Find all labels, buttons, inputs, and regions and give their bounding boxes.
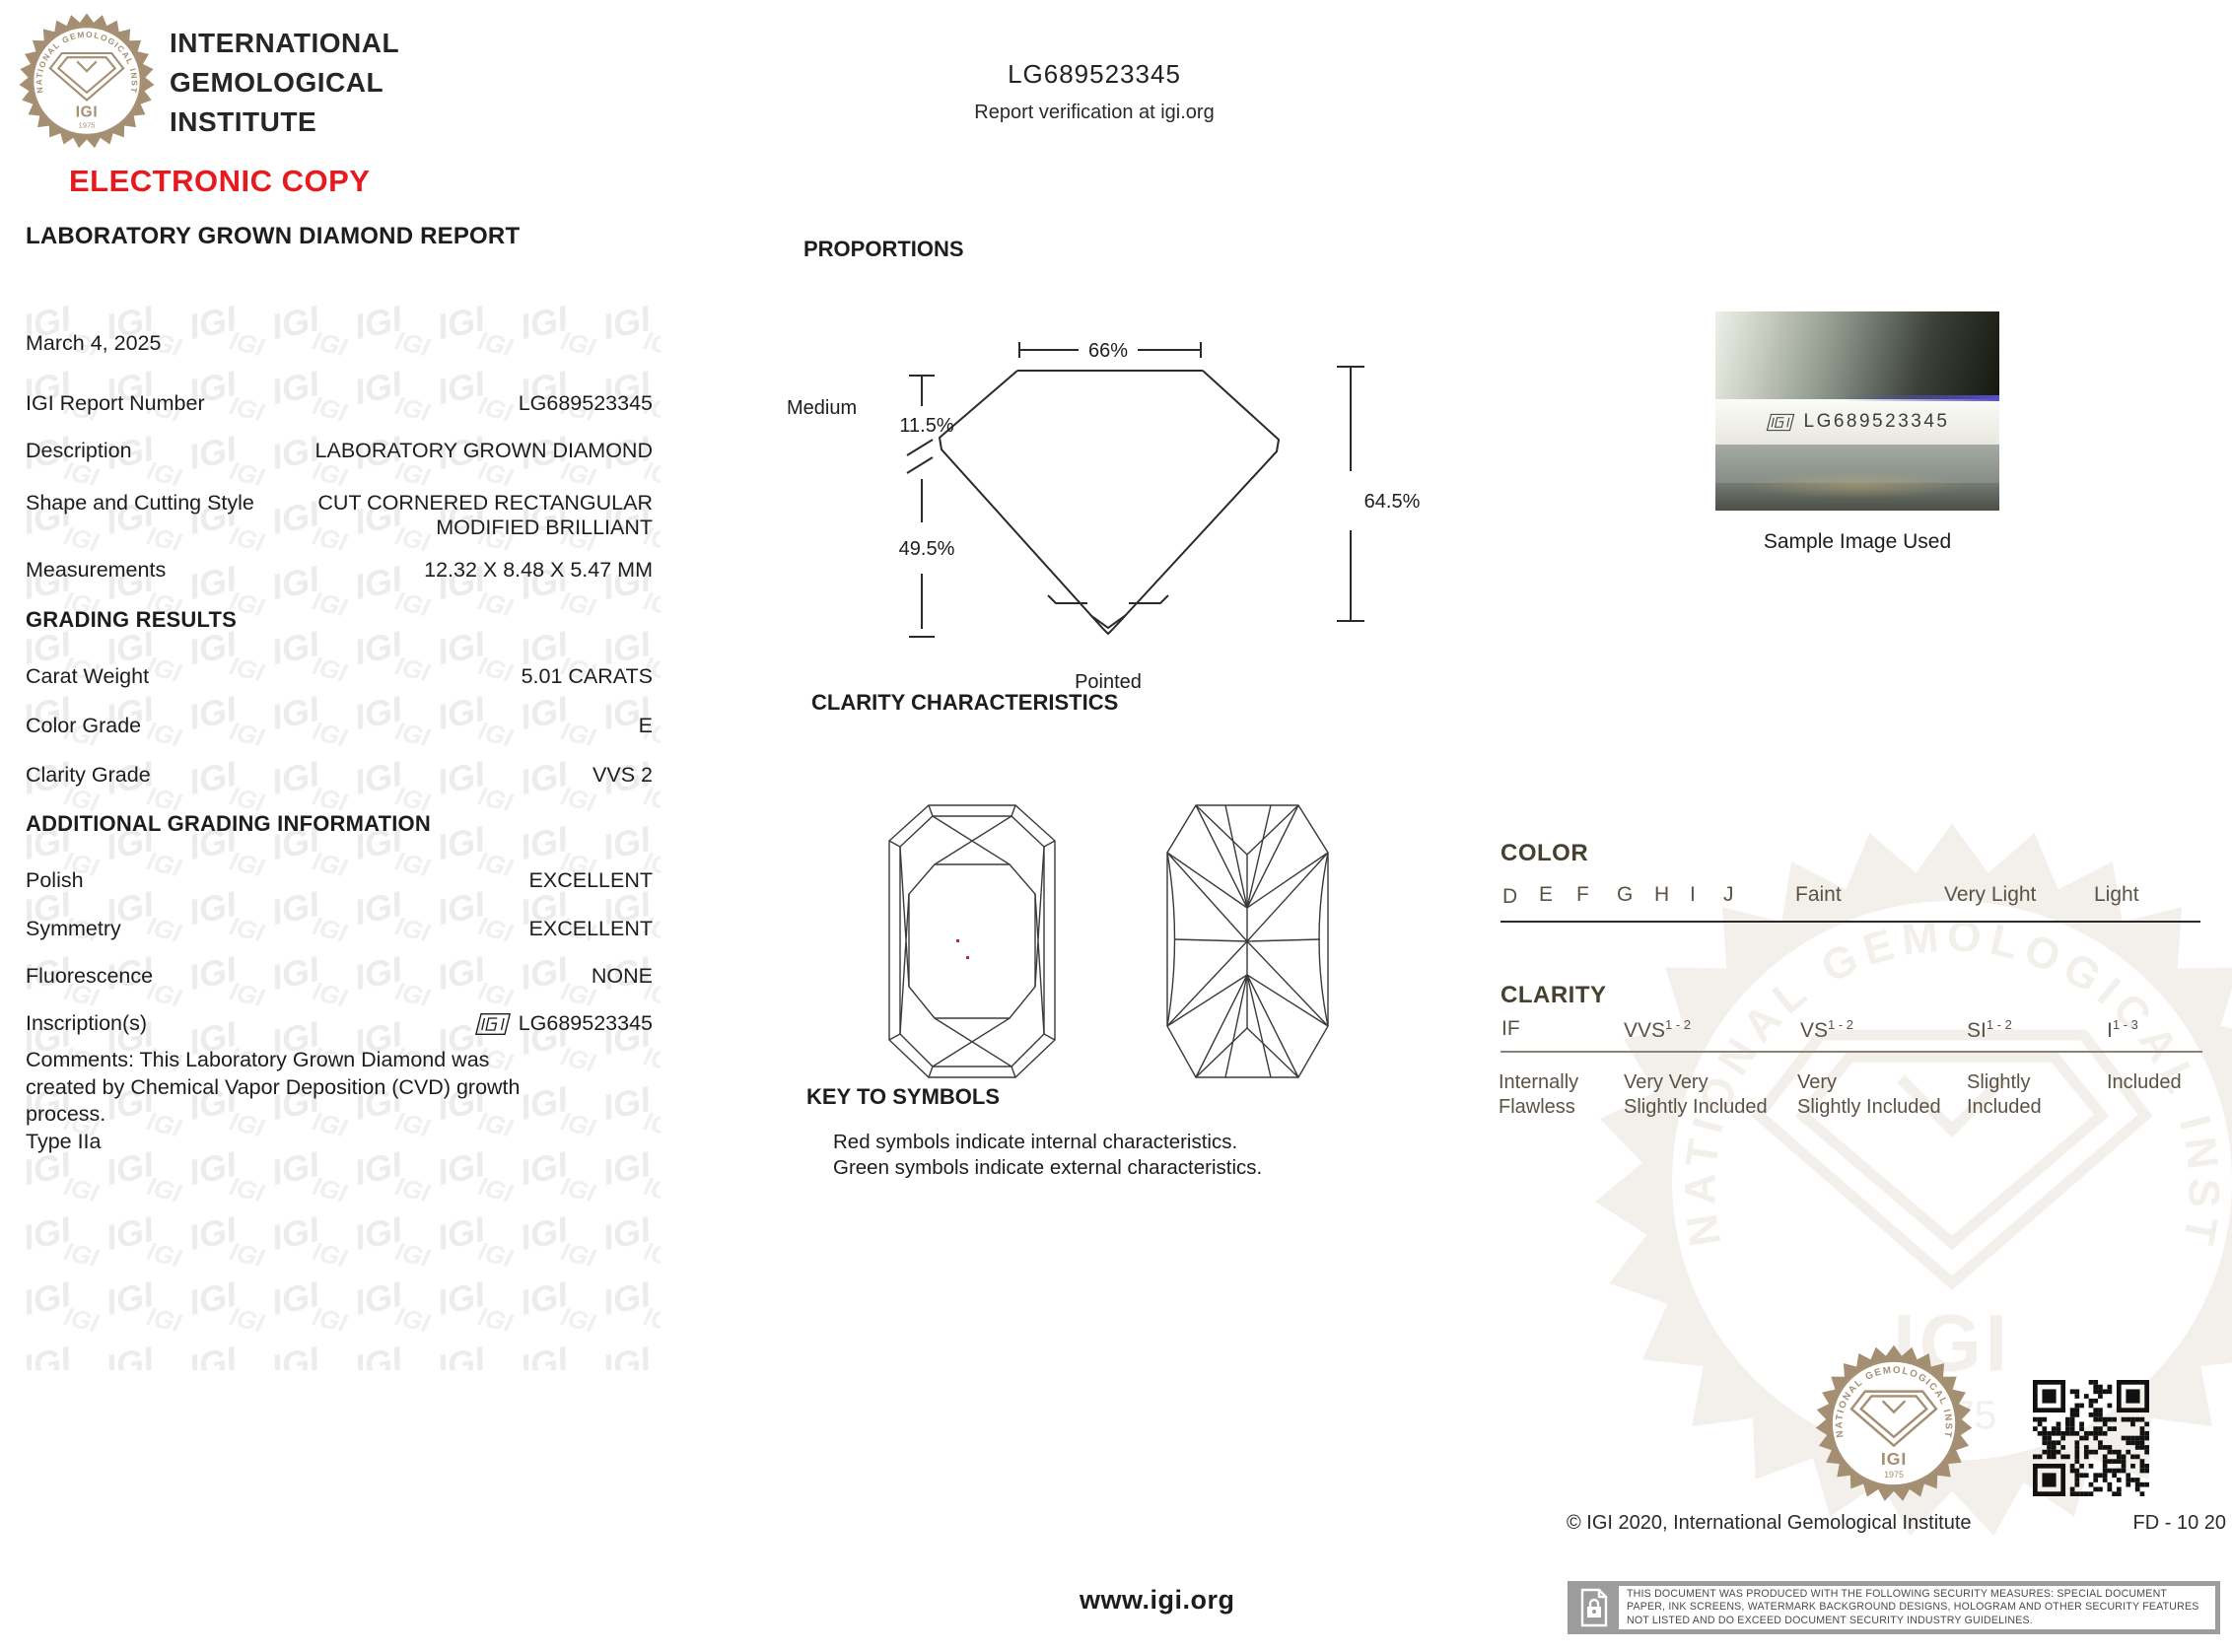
girdle-label: Medium — [787, 397, 858, 419]
culet-label: Pointed — [1075, 671, 1142, 693]
color-grade-light: Light — [2094, 883, 2139, 906]
clarity-sup: 1 - 2 — [1665, 1017, 1692, 1032]
additional-grading-heading: ADDITIONAL GRADING INFORMATION — [26, 811, 431, 836]
proportions-heading: PROPORTIONS — [803, 237, 964, 261]
header-verification-note: Report verification at igi.org — [974, 102, 1215, 123]
field-value: E — [638, 714, 653, 737]
field-row-measurements — [26, 558, 653, 583]
desc-line: Slightly Included — [1797, 1096, 1941, 1118]
clarity-code: SI — [1967, 1019, 1987, 1042]
clarity-grade-vvs — [1624, 1017, 1691, 1043]
field-label: Shape and Cutting Style — [26, 491, 254, 515]
field-label: Symmetry — [26, 917, 121, 940]
desc-line: Flawless — [1499, 1096, 1575, 1118]
grading-results-heading: GRADING RESULTS — [26, 607, 238, 632]
comments-line: created by Chemical Vapor Deposition (CVD) growth — [26, 1074, 521, 1099]
field-label: Inscription(s) — [26, 1011, 148, 1035]
field-row-polish — [26, 868, 653, 893]
desc-line: Slightly — [1967, 1071, 2031, 1093]
igi-inscription-logo-icon — [1766, 413, 1795, 432]
org-name-line: GEMOLOGICAL — [170, 67, 384, 98]
field-label: IGI Report Number — [26, 391, 205, 415]
field-row-carat — [26, 664, 653, 689]
org-name-line: INTERNATIONAL — [170, 28, 400, 58]
sample-image-caption: Sample Image Used — [1763, 530, 1952, 553]
clarity-grade-vs — [1800, 1017, 1853, 1043]
field-label: Carat Weight — [26, 664, 150, 688]
key-green-line: Green symbols indicate external characteristics. — [833, 1156, 1263, 1179]
field-row-description — [26, 439, 653, 463]
desc-line: Included — [2107, 1071, 2182, 1093]
field-label: Fluorescence — [26, 964, 154, 988]
website-url: www.igi.org — [1080, 1585, 1235, 1615]
field-value: LG689523345 — [518, 391, 653, 415]
igi-logo-seal-icon — [18, 12, 156, 150]
field-row-symmetry — [26, 917, 653, 941]
org-name-line: INSTITUTE — [170, 106, 317, 137]
photo-gradient-top — [1715, 311, 1999, 399]
desc-line: Slightly Included — [1624, 1096, 1768, 1118]
clarity-grade-if — [1501, 1017, 1520, 1041]
total-depth-label: 64.5% — [1363, 491, 1421, 513]
field-row-report-number — [26, 391, 653, 416]
clarity-grade-i — [2107, 1017, 2138, 1043]
color-grade-j: J — [1723, 883, 1734, 906]
field-value: 12.32 X 8.48 X 5.47 MM — [424, 558, 653, 582]
clarity-sup: 1 - 2 — [1828, 1017, 1854, 1032]
desc-line: Very Very — [1624, 1071, 1709, 1093]
desc-line: Included — [1967, 1096, 2042, 1118]
color-scale-heading: COLOR — [1500, 840, 1589, 866]
field-row-inscriptions — [26, 1011, 653, 1036]
clarity-desc-vs — [1797, 1070, 1941, 1120]
color-grade-i: I — [1690, 883, 1696, 906]
clarity-scale-heading: CLARITY — [1500, 982, 1607, 1008]
color-grade-faint: Faint — [1795, 883, 1842, 906]
key-to-symbols-heading: KEY TO SYMBOLS — [806, 1084, 1001, 1109]
clarity-characteristics-heading: CLARITY CHARACTERISTICS — [811, 690, 1119, 715]
field-row-shape — [26, 491, 653, 540]
clarity-diagram-crown-view — [887, 803, 1057, 1079]
clarity-code: I — [2107, 1019, 2113, 1042]
report-date-row — [26, 331, 653, 356]
field-value — [317, 491, 653, 540]
electronic-copy-label: ELECTRONIC COPY — [69, 164, 371, 198]
key-to-symbols-lines — [833, 1130, 1262, 1181]
security-text-panel — [1619, 1586, 2215, 1629]
comments-line: process. — [26, 1102, 106, 1126]
org-name — [170, 24, 399, 142]
clarity-desc-if — [1499, 1070, 1578, 1120]
inscription-number: LG689523345 — [518, 1011, 653, 1035]
report-date: March 4, 2025 — [26, 331, 162, 355]
copyright-line: © IGI 2020, International Gemological Institute — [1567, 1512, 1972, 1534]
clarity-code: VS — [1800, 1019, 1829, 1042]
field-row-fluorescence — [26, 964, 653, 989]
field-label: Description — [26, 439, 132, 462]
field-label: Measurements — [26, 558, 167, 582]
clarity-sup: 1 - 3 — [2112, 1017, 2138, 1032]
color-grade-d: D — [1502, 885, 1518, 908]
form-code: FD - 10 20 — [2132, 1512, 2226, 1534]
clarity-grade-si — [1967, 1017, 2012, 1043]
desc-line: Very — [1797, 1071, 1838, 1093]
field-value — [474, 1011, 653, 1036]
pinpoint-inclusion-symbols — [956, 939, 969, 959]
field-value: NONE — [591, 964, 653, 988]
comments-block — [26, 1047, 617, 1155]
field-value: 5.01 CARATS — [521, 664, 653, 688]
report-title: LABORATORY GROWN DIAMOND REPORT — [26, 223, 521, 249]
field-value: LABORATORY GROWN DIAMOND — [314, 439, 653, 462]
clarity-desc-si — [1967, 1070, 2042, 1120]
color-grade-very-light: Very Light — [1944, 883, 2037, 906]
field-row-clarity-grade — [26, 763, 653, 788]
table-pct-label: 66% — [1087, 340, 1129, 362]
color-scale-rule — [1500, 921, 2200, 923]
desc-line: Internally — [1499, 1071, 1579, 1093]
color-grade-e: E — [1539, 883, 1554, 906]
qr-code — [2033, 1380, 2149, 1496]
field-label: Clarity Grade — [26, 763, 151, 787]
comments-line: Comments: This Laboratory Grown Diamond was — [26, 1048, 490, 1071]
clarity-desc-i — [2107, 1070, 2182, 1095]
shape-value-line2: MODIFIED BRILLIANT — [436, 516, 653, 539]
type-line: Type IIa — [26, 1129, 102, 1153]
proportions-diagram — [759, 276, 1449, 700]
clarity-scale-rule — [1500, 1051, 2202, 1053]
field-value: EXCELLENT — [528, 868, 653, 892]
photo-girdle-band — [1715, 399, 1999, 445]
secure-document-lock-icon — [1577, 1588, 1611, 1627]
crown-height-label: 11.5% — [899, 415, 954, 437]
clarity-diagram-pavilion-view — [1160, 803, 1330, 1079]
security-measures-box — [1568, 1581, 2220, 1634]
clarity-desc-vvs — [1624, 1070, 1768, 1120]
shape-value-line1: CUT CORNERED RECTANGULAR — [317, 491, 653, 515]
field-label: Polish — [26, 868, 84, 892]
sample-inscription-photo — [1715, 311, 1999, 511]
igi-inscription-logo-icon — [474, 1012, 512, 1036]
photo-light-arc — [1744, 471, 1971, 499]
pavilion-depth-label: 49.5% — [898, 538, 955, 560]
field-label: Color Grade — [26, 714, 142, 737]
clarity-code: VVS — [1624, 1019, 1666, 1042]
security-text: THIS DOCUMENT WAS PRODUCED WITH THE FOLLOWING SECURITY MEASURES: SPECIAL DOCUMENT PAPER, INK SCREENS, WATERMARK BACKGROUND DESIGNS, HOLOGRAM AND OTHER SECURITY FEATURES NOT LISTED AND DO EXCEED DOCUMENT SECURITY INDUSTRY GUIDELINES. — [1627, 1587, 2199, 1626]
field-row-color-grade — [26, 714, 653, 738]
clarity-code: IF — [1501, 1017, 1520, 1040]
igi-footer-seal-icon — [1814, 1341, 1974, 1506]
color-grade-g: G — [1617, 883, 1634, 906]
field-value: EXCELLENT — [528, 917, 653, 940]
field-value: VVS 2 — [593, 763, 653, 787]
color-grade-h: H — [1654, 883, 1670, 906]
key-red-line: Red symbols indicate internal characteristics. — [833, 1131, 1238, 1153]
clarity-sup: 1 - 2 — [1986, 1017, 2012, 1032]
color-grade-f: F — [1576, 883, 1589, 906]
header-report-number: LG689523345 — [1008, 59, 1181, 89]
photo-inscription-text: LG689523345 — [1803, 411, 1950, 433]
